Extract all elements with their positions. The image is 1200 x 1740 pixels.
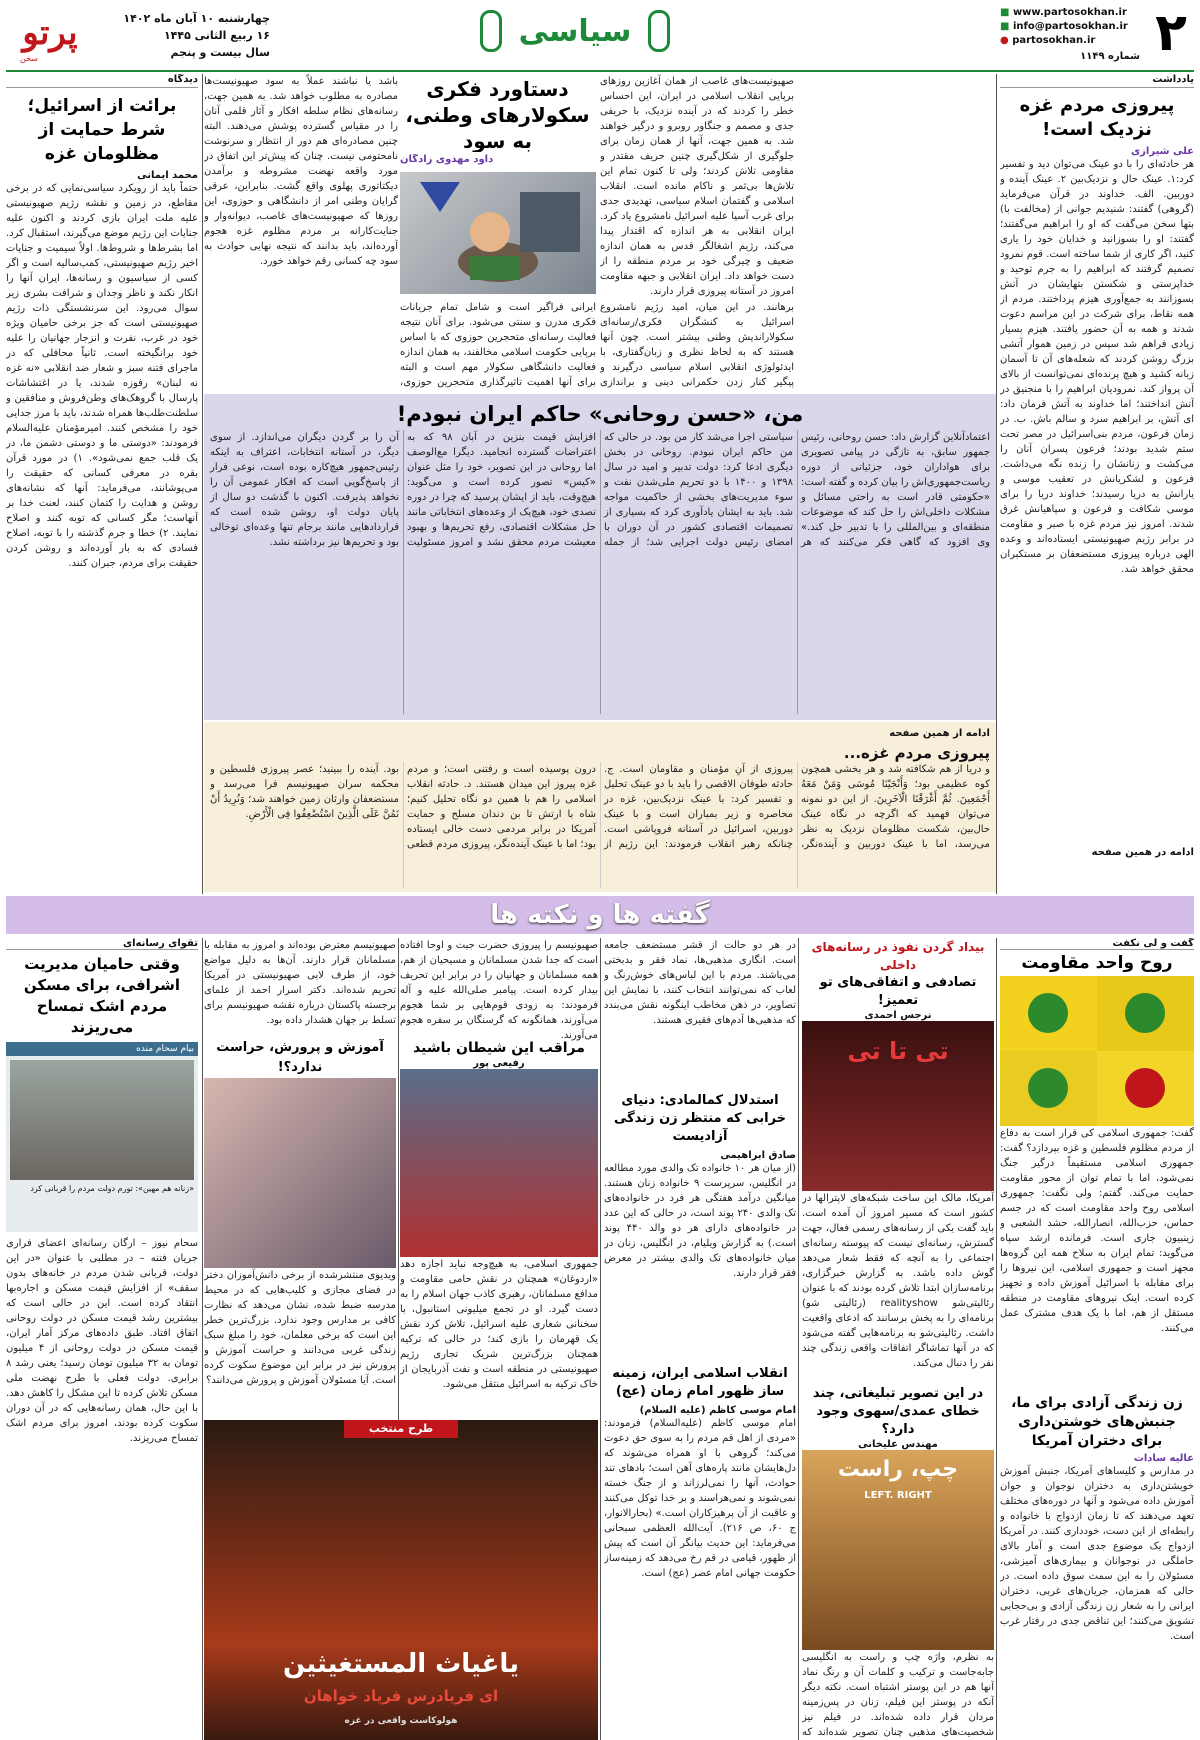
banner-title: گفته ها و نکته ها — [490, 900, 710, 930]
cont-body: و دریا از هم شکافته شد و هر بخشی همچون کوه عظیمی بود؛ وَأَنْجَیْنَا مُوسَی وَمَنْ مَعَهُ أَجْمَعِینَ. ثُمَّ أَغْرَقْنَا الْآخَرِینَ. از این دو نمونه می‌توان فهمید که اگرچه در نگاه عینک حال‌بین، شکست مظلومان نزدیک به نظر می‌رسد، اما با عینک دوربین و آینده‌نگر، پیروزی از آنِ مؤمنان و مقاومان است. ج. حادثه طوفان الاقصی را باید با دو عینک تحلیل و تفسیر کرد: با عینک نزدیک‌بین، غزه در محاصره و زیر بمباران است و با عینک دوربین، اسرائیل در آستانه فروپاشی است. چنانکه رهبر انقلاب فرمودند: این رژیم از درون پوسیده است و رفتنی است؛ و مردم غزه پیروز این میدان هستند. د. حادثه انقلاب اسلامی را هم با همین دو نگاه تحلیل کنیم؛ شاه با ارتش تا بن دندان مسلح و حمایت آمریکا در برابر مردمی دست خالی ایستاده بود؛ اما با عینک آینده‌نگر، پیروزی مردم قطعی بود. آینده را ببینید؛ عصر پیروزی فلسطین و محکمه سران صهیونیسم فرا می‌رسد و مستضعفان وارثان زمین خواهند شد؛ وَنُرِیدُ أَنْ نَمُنَّ عَلَی الَّذِینَ اسْتُضْعِفُوا فِی الْأَرْضِ. — [210, 764, 990, 850]
bottom-col-4 — [400, 938, 598, 1420]
divider-right — [996, 74, 997, 894]
section-title: سیاسی — [518, 14, 632, 49]
poster-credit: هولوکاست واقعی در غزه — [344, 1716, 458, 1726]
rouhani-body: اعتمادآنلاین گزارش داد: حسن روحانی، رئیس جمهور سابق، به تازگی در پیامی تصویری برای هواداران خود، جزئیاتی از دوره ریاست‌جمهوری‌اش را بیان کرده و گفته است: «حکومتی قادر است به راحتی مسائل و مشکلات داخلی‌اش را حل کند که موضوعات منطقه‌ای و بین‌المللی را با تدبیر حل کند.» وی افزود که گاهی فکر می‌کنند که هر سیاستی اجرا می‌شد کار من بود. در حالی که من حاکم ایران نبودم. روحانی در بخش دیگری ادعا کرد: دولت تدبیر و امید در سال ۱۳۹۸ و ۱۴۰۰ با دو تحریم ملی‌شدن نفت و سوء مدیریت‌های بخشی از حاکمیت مواجه شد. باید به ایشان یادآوری کرد که بسیاری از تصمیمات اقتصادی کشور در آن دوران با امضای رئیس دولت اجرایی شد؛ از جمله افزایش قیمت بنزین در آبان ۹۸ که به اعتراضات گسترده انجامید. دیگرا مع‌الوصف اما روحانی در این تصویر، خود را مثل عنوان «کیس» تصور کرده است و می‌گوید: هیچ‌وقت، باید از ایشان پرسید که چرا در دوره تصدی خود، هیچ‌یک از وعده‌های انتخاباتی مانند حل مشکلات اقتصادی، رفع تحریم‌ها و بهبود معیشت مردم محقق نشد و امروز مسئولیت آن را بر گردن دیگران می‌اندازد. از سوی دیگر، در آستانه انتخابات، اعتراف به اینکه رئیس‌جمهور هیچ‌کاره بوده است، نوعی فرار از پاسخ‌گویی است که افکار عمومی آن را نخواهد پذیرفت. اکنون با گذشت دو سال از پایان دولت او، روشن شده است که قراردادهایی مانند برجام تنها وعده‌ای توخالی بود و تحریم‌ها نیز برداشته نشد. — [210, 432, 990, 548]
b4-t1: مراقب این شیطان باشید — [413, 1040, 585, 1056]
continuation-box — [204, 722, 996, 892]
lead-author: داود مهدوی زادگان — [400, 154, 494, 165]
rouhani-title: من، «حسن روحانی» حاکم ایران نبودم! — [396, 402, 804, 426]
logo-mark: پرتو — [22, 13, 78, 53]
b4-t1-body: جمهوری اسلامی، به هیچ‌وجه نباید اجازه دهد «اردوغان» همچنان در نقش حامی مقاومت و مدافع مسلمانان، رهبری کاذب جهان اسلام را به دست گیرد. او در تجمع میلیونی استانبول، با سخنانی شعاری علیه اسرائیل، تلاش کرد نقش یک قهرمان را بازی کند؛ در حالی که ترکیه همچنان بزرگ‌ترین شریک تجاری رژیم صهیونیستی در منطقه است و نفت آذربایجان از خاک ترکیه به اسرائیل منتقل می‌شود. — [400, 1259, 598, 1390]
b3-t2: انقلاب اسلامی ایران، زمینه ساز ظهور امام زمان (عج) — [612, 1366, 788, 1399]
bottom-col-2 — [802, 938, 994, 1740]
resistance-emblems — [1000, 976, 1194, 1126]
b1-kicker: گفت و لی نکفت — [1000, 938, 1194, 950]
b4-intro: صهیونیسم را پیروزی حضرت جبت و اوحا افتاده است که جدا شدن مسلمانان و مسیحیان از هم، همه مسلمانان و جهانیان را در برابر این تحریف بیدار کرده است. پیامبر صلی‌الله علیه و آله فرمودند: به زودی قوم‌هایی بر شما هجوم می‌آورند، همانگونه که گرسنگان بر سفره هجوم می‌آورند. — [400, 940, 598, 1041]
divider-b1 — [996, 938, 997, 1740]
cartoon-illustration — [400, 172, 596, 294]
featured-poster — [204, 1420, 598, 1740]
viewpoint-author: محمد ایمانی — [137, 170, 198, 181]
social-screenshot — [6, 1042, 198, 1232]
b2-author: نرجس احمدی — [864, 1010, 932, 1021]
b6-title: وقتی حامیان مدیریت اشرافی، برای مسکن مردم اشک تمساح می‌ریزند — [23, 955, 181, 1036]
b1-sub-author: عالیه سادات — [1133, 1453, 1194, 1464]
b1-body: گفت: جمهوری اسلامی کی قرار است به دفاع از مردم مظلوم فلسطین و غزه بپردازد؟ گفت: جمهوری اسلامی مستقیماً درگیر جنگ نمی‌شود، اما با تمام توان از محور مقاومت حمایت می‌کند. گفتم: ولی نگفت: جمهوری اسلامی روح واحد مقاومت است که در جسم حماس، حزب‌الله، انصارالله، حشد الشعبی و زینبیون جاری است. فرمانده ارشد سپاه می‌گوید: تمام ایران به سلاح همه این گروه‌ها مجهز است و جمهوری اسلامی، این نیروها را برای مقابله با اسرائیل آموزش داده و تجهیز کرده است. اینک نیروهای مقاومت در منطقه مستقل از هم، اما با یک هدف مشترک عمل می‌کنند. — [1000, 1128, 1194, 1334]
screenshot-caption: «زنانه هم مهین»: تورم دولت مردم را قربانی کرد — [30, 1184, 194, 1193]
note-body: هر حادثه‌ای را با دو عینک می‌توان دید و تفسیر کرد:۱. عینک حال و نزدیک‌بین ۲. عینک آینده و دوربین. الف. خداوند در قرآن می‌فرماید (گروهی) گفتند: شنیدیم جوانی از (مخالفت با) بتها سخن می‌گفت که او را ابراهیم می‌گفتند؛ گفتند: او را بسوزانید و خدایان خود را یاری کنید، اگر کاری از شما ساخته است. قوم نمرود تصمیم گرفتند که ابراهیم را به جرم توحید و خداپرستی و شکستن بتهایشان در آتش بسوزانند به جمع‌آوری هیزم پرداختند. مردم از همه نقاط، برای شرکت در این مراسم دعوت شدند و همه به آن حضور یافتند. هیزم بسیار زیادی فراهم شد سپس در زمین هموار آتشی بزرگ روشن کردند که شعله‌های آن تا آسمان زبانه کشید و هیچ پرنده‌ای نمی‌توانست از بالای آن پرواز کند. نمرودیان ابراهیم را با منجنیق در آتش انداختند؛ اما خداوند به آتش فرمان داد: ای آتش، بر ابراهیم سرد و سالم باش. ب. در زمان فرعون، مردم بنی‌اسرائیل در مصر تحت ستم شدید بودند؛ فرعون پسران آنان را می‌کشت و زنانشان را زنده نگه می‌داشت. فرعون و لشکریانش در تعقیب موسی و یارانش به دریا رسیدند؛ خداوند دریا را برای موسی شکافت و فرعون و سپاهیانش غرق شدند. امروز نیز مردم غزه با صبر و مقاومت در برابر رژیم صهیونیستی ایستاده‌اند و وعده الهی درباره پیروزی مستضعفان بر مستکبران محقق خواهد شد. — [1000, 159, 1194, 575]
movie-poster-title: چپ، راست — [837, 1457, 959, 1482]
ornament-right — [648, 10, 670, 52]
note-column — [1000, 74, 1194, 892]
date-block — [100, 10, 270, 62]
erdogan-rally-image — [400, 1069, 598, 1257]
b3-t2-author: امام موسی کاظم (علیه السلام) — [639, 1405, 796, 1416]
publication-year: سال بیست و پنجم — [170, 46, 270, 59]
bottom-col-5 — [204, 938, 396, 1420]
tv-show-image — [802, 1021, 994, 1191]
b3-t1-body: (از میان هر ۱۰ خانواده تک والدی مورد مطالعه در انگلیس، سرپرست ۹ خانواده زنان هستند. میانگین درآمد هفتگی هر فرد در خانواده‌های تک والدی ۲۴۰ پوند است، در حالی که این عدد در خانواده‌های دارای هر دو والد ۴۴۰ پوند است.) به گزارش ویلیام، در انگلیس، زنان در میان خانواده‌های تک والدی بیشتر در معرض فقر قرار دارند. — [604, 1163, 796, 1279]
masthead — [0, 0, 1200, 72]
b1-sub-body: در مدارس و کلیساهای آمریکا، جنبش آموزش خویشتن‌داری به دختران نوجوان و جوان آموزش داده می‌شود و آنها در دوره‌های مختلف تعهد می‌دهند که تا زمان ازدواج با خانواده و رابطه‌ای از این دست، خودداری کنند. در آمریکا ازدواج یک موضوع جدی است و آمار بالای حاملگی در نوجوانان و بیماری‌های آمیزشی، مسئولان را به این سمت سوق داده است. در حالی که همزمان، جریان‌های غربی، دختران ایرانی را به شعار زن زندگی آزادی و بی‌حجابی تشویق می‌کنند؛ این تناقض جدی در رفتار غرب است. — [1000, 1466, 1194, 1642]
masthead-rule — [6, 70, 1194, 72]
resistance-logos — [1000, 976, 1194, 1126]
screenshot-header: بیام سحام منده — [6, 1042, 198, 1056]
note-author: علی شیرازی — [1131, 146, 1194, 157]
logo-sub: سخن — [20, 54, 38, 63]
instagram-icon: ● — [1000, 35, 1013, 46]
bottom-col-1 — [1000, 938, 1194, 1740]
divider-b4 — [398, 938, 399, 1420]
lead-col-c: برهانند. در این میان، امید رژیم نامشروع اسرائیل به کنشگران فکری/رسانه‌ای سکولاراندیش وطنی بیشتر است. چون آنها هستند که به لحاظ نظری و زبان‌گفتاری، با ایدئولوژی انقلابی اسلام سیاسی درگیرند و پیگیر کنار زدن حکمرانی دینی و براندازی — [600, 302, 794, 388]
divider-b5 — [202, 938, 203, 1740]
b1-sub-title: زن زندگی آزادی برای ما، جنبش‌های خوشتن‌داری برای دختران آمریکا — [1011, 1395, 1183, 1449]
divider-b3 — [600, 938, 601, 1740]
contact-mail[interactable]: ■ info@partosokhan.ir — [1000, 21, 1128, 32]
date-lunar: ۱۶ ربیع الثانی ۱۴۴۵ — [163, 29, 270, 42]
divider-left — [202, 74, 203, 894]
issue-number: شماره ۱۱۴۹ — [1080, 51, 1140, 62]
ornament-left — [480, 10, 502, 52]
note-title: پیروزی مردم غزه نزدیک است! — [1019, 95, 1175, 140]
lead-col-d: ایرانی فراگیر است و شامل تمام جریانات فکری مدرن و سنتی می‌شود. برای آنان نتیجه فعالیت رسانه‌ای متحجرین حوزوی که با اساس برپایی حکومت اسلامی مخالفند، به همان اندازه فعالیت دانشگاهی سکولار مهم است و البته برای آنها اهمیت تاثیرگذاری متحجرین حوزوی، — [400, 302, 596, 388]
b1-title: روح واحد مقاومت — [1021, 953, 1173, 973]
b2-title-black: تصادفی و اتفاقی‌های تو تعمیز! — [819, 975, 977, 1008]
b3-t1-author: صادق ابراهیمی — [720, 1150, 796, 1161]
b2-sub-body: به نظرم، واژه چپ و راست به انگلیسی جابه‌جاست و ترکیب و کلمات آن و رنگ نماد آنها هم در این پوستر اشتباه است. نکته دیگر آنکه در پوستر این فیلم، زنان در پس‌زمینه مردان قرار داده شده‌اند. در فیلم نیز شخصیت‌های مذهبی چنان تصویر شده‌اند که — [802, 1652, 994, 1738]
web-icon: ■ — [1000, 7, 1013, 18]
poster-subtitle: ای فریادرس فریاد خواهان — [303, 1687, 499, 1705]
bottom-col-3 — [604, 938, 796, 1740]
poster-kicker: طرح منتخب — [344, 1420, 458, 1438]
b5-intro: صهیونیسم معترض بوده‌اند و امروز به مقابله با مسلمانان قرار دارند. آن‌ها به دلیل مواضع خود، از طرف لابی صهیونیستی در آمریکا تحریم شده‌اند. دکتر اسرار احمد از علمای برجسته پاکستان درباره نقشه صهیونیسم برای تسلط بر جهان هشدار داده بود. — [204, 940, 396, 1026]
note-continued: ادامه در همین صفحه — [1091, 847, 1194, 858]
poster-title: یاغیاث المستغیثین — [283, 1649, 519, 1679]
date-solar: چهارشنبه ۱۰ آبان ماه ۱۴۰۲ — [123, 12, 270, 25]
page-number: ۲ — [1155, 3, 1187, 63]
b2-title-red: بیداد گردن نفوذ در رسانه‌های داخلی — [811, 940, 985, 972]
movie-poster — [802, 1450, 994, 1650]
b4-t1-author: رفیعی پور — [473, 1058, 525, 1069]
b6-body: سحام نیوز – ارگان رسانه‌ای اعضای فراری جریان فتنه – در مطلبی با عنوان «در این دولت، قربانی شدن مردم در خانه‌های بدون سقف» از افزایش قیمت مسکن و اجاره‌بها انتقاد کرده است. این در حالی است که بیشترین رشد قیمت مسکن در دولت روحانی اتفاق افتاد. طبق داده‌های مرکز آمار ایران، قیمت مسکن در دولت روحانی از ۴ میلیون تومان به ۳۲ میلیون تومان رسید؛ یعنی رشد ۸ برابری. دولت فعلی با طرح نهضت ملی مسکن تلاش کرده تا این مشکل را کاهش دهد. با این حال، همان رسانه‌هایی که در آن دوران سکوت کرده بودند، امروز برای مردم اشک تمساح می‌ریزند. — [6, 1238, 198, 1444]
lead-col-a: صهیونیست‌های غاصب از همان آغازین روزهای برپایی انقلاب اسلامی در ایران، این احساس خطر را کردند که در آینده نزدیک، با حریفی جدی و مصمم و جنگاور روبرو و درگیر خواهند شد. به همین جهت، آنها از همان زمان برای جلوگیری از شکل‌گیری چنین حریف مقتدر و مقاومی تلاش کردند؛ ولی تا کنون تمام این تلاش‌ها بی‌ثمر و ناکام مانده است. انقلاب اسلامی و گفتمان اسلام سیاسی، تهدیدی جدی برای غرب آسیا علیه اسرائیل نامشروع یاد کرد. ایران انقلابی به هر اندازه که اقتدار پیدا می‌کند، رژیم اشغالگر قدس به همان اندازه ضعیف و چیرگی خود بر مردم منطقه را از دست خواهد داد. ایران انقلابی و جبهه مقاومت امروز در آستانه پیروزی قرار دارند. — [600, 76, 794, 297]
viewpoint-column — [6, 74, 198, 892]
screenshot-photo — [10, 1060, 194, 1180]
contact-social[interactable]: ● partosokhan.ir — [1000, 35, 1096, 46]
viewpoint-title: برائت از اسرائیل؛ شرط حمایت از مظلومان غزه — [27, 96, 177, 164]
viewpoint-body: حتماً باید از رویکرد سیاسی‌نمایی که در برخی مقاطع، در زمین و نقشه رژیم صهیونیستی علیه ملت ایران بازی کردند و اکنون علیه جنایات این رژیم موضع می‌گیرند، استقبال کرد. اما بشرط‌ها و شروط‌ها. اولاً سیمیت و جنایات اخیر رژیم صهیونیستی، کمپ‌سالیه است و اگر کسی از سیاسیون و رسانه‌ها، ایران آنها را انکار نکند و ناظر وجدان و شرافت بشری زیر سوال می‌رود. این سرنشستگی ذات رژیم صهیونیستی است که جز برخی حامیان ویژه خود در غرب، نفرت و انزجار جهانیان را علیه خود برانگیخته است. ثانیاً محافلی که در ماجرای فتنه سبز و شعار ضد انقلابی «نه غزه نه لبنان» رفوزه شدند، یا در اغتشاشات پارسال با گروهک‌های وطن‌فروش و منافقین و سلطنت‌طلب‌ها همراه شدند، باید با مرز جدایی خود را مشخص کنند. امیرمؤمنان علیه‌السلام فرمودند: «دوستی ما و دوستی دشمن ما، در یک قلب جمع نمی‌شود». ۱) در مورد قرآن بقره در معرفی کسانی که حقیقت را می‌پوشانند، می‌فرماید: آنها که نشانه‌های روشن و هدایت را کتمان کنند، لعنت خدا بر آنهاست؛ مگر کسانی که توبه کنند و اصلاح نمایند. ۲) خطا و جرم گذشته را با توبه، اصلاح فسادی که به بار آورده‌اند و روشن کردن حقیقت برای مردم، جبران کنند. — [6, 183, 198, 569]
note-kicker: یادداشت — [1000, 74, 1194, 88]
mail-icon: ■ — [1000, 21, 1013, 32]
school-video-image — [204, 1078, 396, 1268]
contact-web[interactable]: ■ www.partosokhan.ir — [1000, 7, 1127, 18]
b5-t1: آموزش و پرورش، حراست ندارد؟! — [216, 1040, 384, 1075]
cont-kicker: ادامه از همین صفحه — [889, 728, 990, 739]
logo — [8, 8, 92, 66]
contacts — [1000, 6, 1140, 66]
b3-t1: استدلال کمالمادی: دنیای خرابی که منتظر زن زندگی آزادیست — [613, 1093, 787, 1144]
rouhani-box — [204, 394, 996, 720]
divider-b2 — [798, 938, 799, 1740]
movie-poster-subtitle: LEFT. RIGHT — [864, 1490, 932, 1501]
b2-sub-author: مهندس علیخانی — [858, 1439, 938, 1450]
lead-cartoon — [400, 172, 596, 294]
bottom-col-6 — [6, 938, 198, 1740]
b3-intro: در هر دو حالت از قشر مستضعف جامعه است. انگاری مذهبی‌ها، نماد فقر و بدبختی می‌باشند. مردم با این لباس‌های خوش‌رنگ و لعاب که نمی‌توانند انتخاب کنند، با نمایش این تصاویر، در ذهن مخاطب اینگونه نقش می‌بندد که مذهبی‌ها آدم‌های فقیری هستند. — [604, 940, 796, 1026]
lead-title: دستاورد فکری سکولارهای وطنی، به سود — [405, 77, 590, 152]
lead-col-b: باشد یا نباشند عملاً به سود صهیونیست‌ها مصادره به مطلوب خواهد شد. به همین جهت، رسانه‌های نظام سلطه افکار و آثار قلمی آنان را در مقیاس گسترده پوشش می‌دهند. البته چنین مصادره‌ای هم دور از انتظار و سرنوشت نامحتومی نیست. چنان که پیش‌تر این اتفاق در مورد واقعه نهضت مشروطه و برآمدن دیکتاتوری پهلوی واقع گشت. بنابراین، عرقی گرایان وطنی امر از دانشگاهی و حوزوی، این روزها که صهیونیست‌های غاصب، دیوانه‌وار و جنایت‌کارانه بر مردم مظلوم غزه هجوم آورده‌اند، باید بدانند که نتیجه نهایی حوادث به سود چه کسانی رقم خواهد خورد. — [204, 76, 398, 267]
banner — [6, 896, 1194, 934]
b6-kicker: تقوای رسانه‌ای — [6, 938, 198, 950]
cont-title: پیروزی مردم غزه... — [843, 744, 990, 762]
b3-t2-body: امام موسی کاظم (علیه‌السلام) فرمودند: «مردی از اهل قم مردم را به سوی حق دعوت می‌کند؛ گروهی با او همراه می‌شوند که دل‌هایشان مانند پاره‌های آهن است؛ بادهای تند حوادث، آنها را نمی‌لرزاند و از جنگ خسته نمی‌شوند و نمی‌هراسند و بر خدا توکل می‌کنند و عاقبت از آن پرهیزکاران است.» (بحارالانوار، ج ۶۰، ص ۲۱۶). آیت‌الله العظمی سبحانی می‌فرماید: این حدیث بیانگر آن است که پیش از ظهور، قیامی در قم رخ می‌دهد که زمینه‌ساز حکومت جهانی امام عصر (عج) است. — [604, 1418, 796, 1579]
b2-sub-title: در این تصویر تبلیغاتی، چند خطای عمدی/سهوی وجود دارد؟ — [812, 1386, 984, 1437]
tv-show-logo: تی تا تی — [847, 1037, 949, 1065]
viewpoint-kicker: دیدگاه — [6, 74, 198, 88]
b2-body: آمریکا، مالک این ساخت شبکه‌های لاپترالها در کشور است که مسیر امروز آن آمده است. باید گفت یکی از رسانه‌های رسمی فعال، جهت گسترش، رسانه‌ای نیست که پیوسته رسانه‌ای اجتماعی را به آنچه که فقط شعار می‌دهد گوش داده باشد. به گزارش خبرگزاری، برنامه‌سازان ابتدا تلاش کرده بودند که با عنوان رئالیتی‌شو realityshow (رئالیتی شو) برنامه‌ای را به پخش برسانند که ادعای واقعیت داشت. رئالیتی‌شو به برنامه‌هایی گفته می‌شود که در آنها تماشاگر اتفاقات واقعی زندگی چند نفر را دنبال می‌کند. — [802, 1193, 994, 1369]
b5-t1-body: ویدیوی منتشرشده از برخی دانش‌آموزان دختر در فضای مجازی و کلیپ‌هایی که در محیط مدرسه ضبط شده، نشان می‌دهد که نظارت کافی بر مدارس وجود ندارد. بزرگ‌ترین خطر این است که برخی معلمان، خود را مبلغ سبک زندگی غربی می‌دانند و حراست آموزش و پرورش نیز در برابر این موضوع سکوت کرده است. آیا مسئولان آموزش و پرورش می‌دانند؟ — [204, 1270, 396, 1386]
